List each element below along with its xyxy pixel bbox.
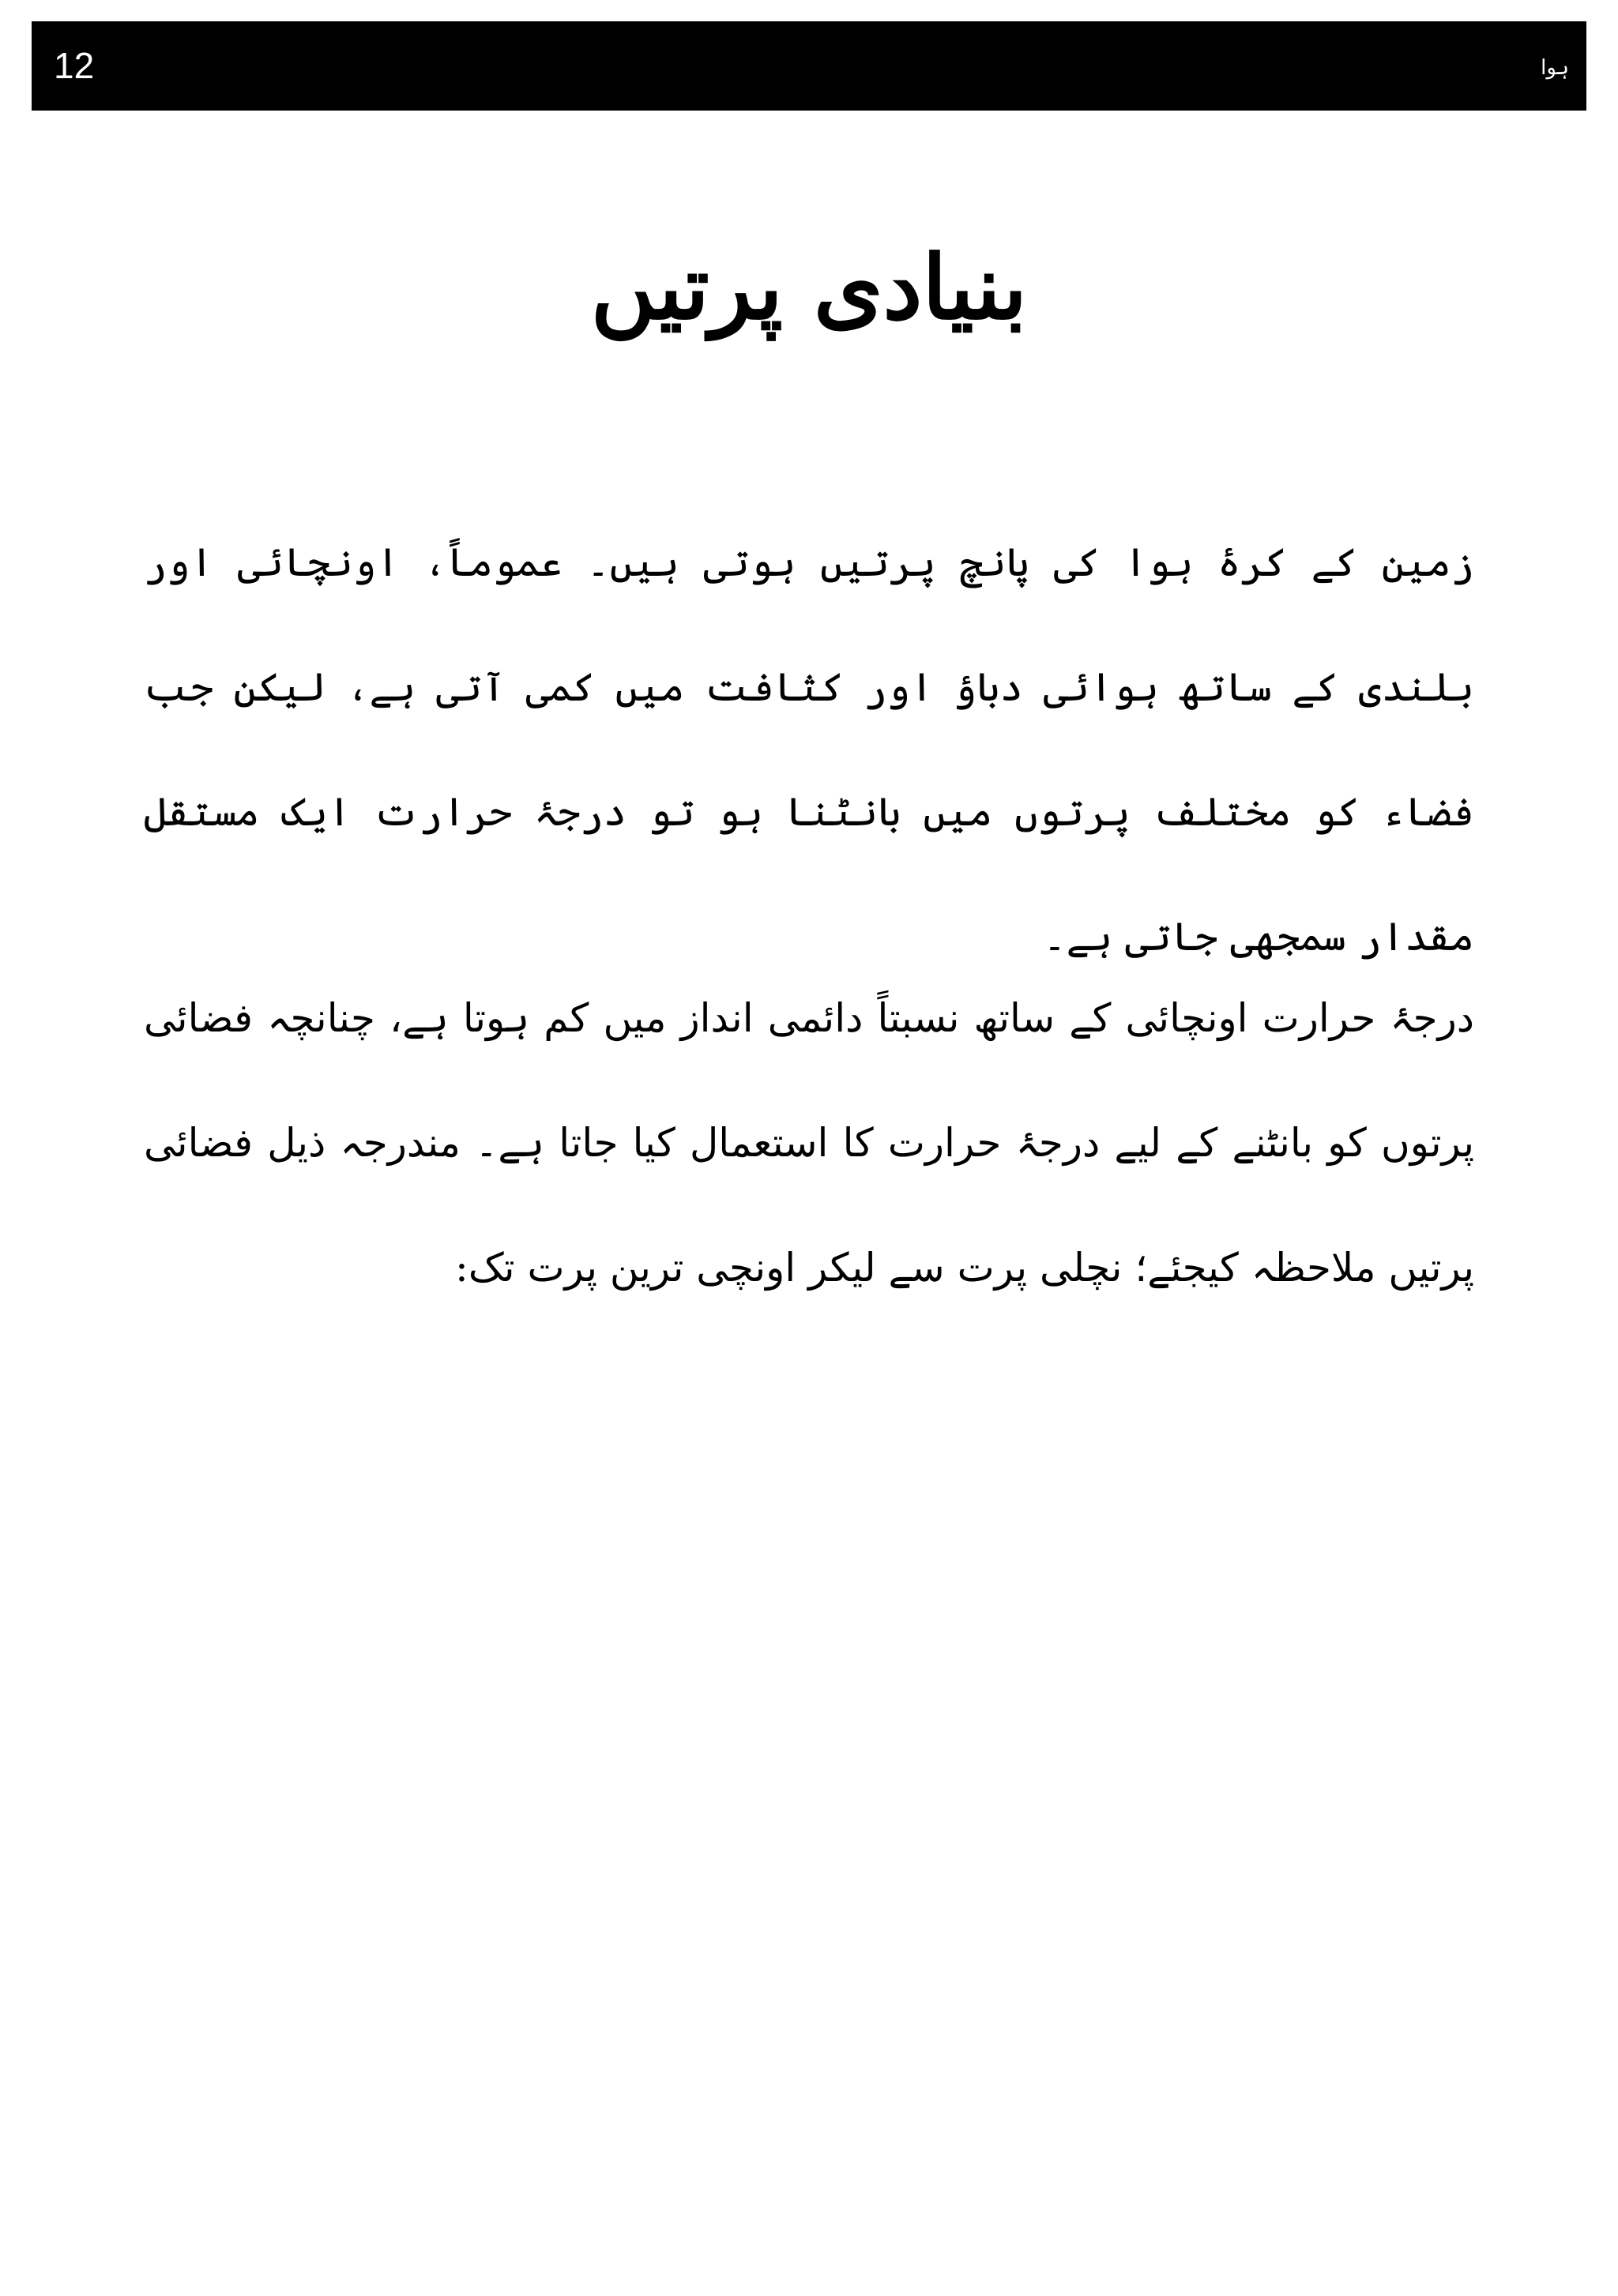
paragraph-intro: زمین کے کرۂ ہوا کی پانچ پرتیں ہوتی ہیں۔ عموماً، اونچائی اور بلندی کے ساتھ ہوائی دباؤ اور کثافت میں کمی آتی ہے، لیکن جب فضاء کو مختلف پرتوں میں بانٹنا ہو تو درجۂ حرارت ایک مستقل مقدار سمجھی جاتی ہے۔ <box>144 539 1474 960</box>
page-title: بنیادی پرتیں <box>590 236 1028 340</box>
page-number: 12 <box>54 45 95 86</box>
paragraph-temperature: درجۂ حرارت اونچائی کے ساتھ نسبتاً دائمی انداز میں کم ہوتا ہے، چنانچہ فضائی پرتوں کو بانٹنے کے لیے درجۂ حرارت کا استعمال کیا جاتا ہے۔ مندرجہ ذیل فضائی پرتیں ملاحظہ کیجئے؛ نچلی پرت سے لیکر اونچی ترین پرت تک: <box>144 995 1474 1291</box>
header-bar <box>32 21 1586 111</box>
running-head: ہوا <box>1541 56 1569 80</box>
